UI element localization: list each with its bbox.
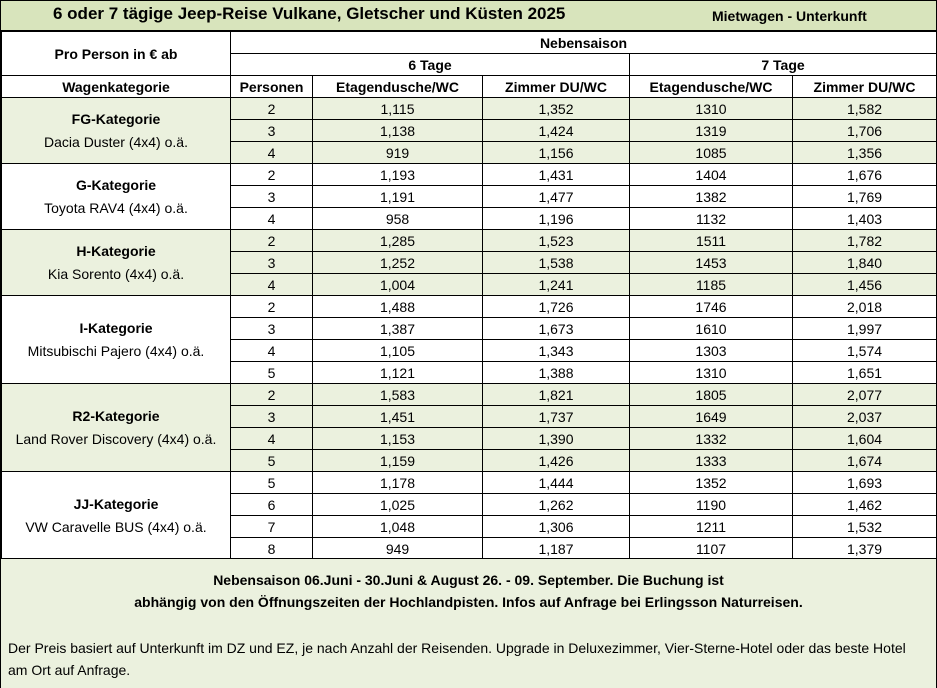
persons-cell: 4 xyxy=(231,340,313,362)
price-6-etage-cell: 1,138 xyxy=(313,120,483,142)
column-header-6-etagendusche: Etagendusche/WC xyxy=(313,76,483,98)
price-7-etage-cell: 1310 xyxy=(630,98,793,120)
price-6-zimmer-cell: 1,306 xyxy=(483,516,630,538)
persons-cell: 2 xyxy=(231,164,313,186)
table-row xyxy=(2,472,937,494)
price-6-zimmer-cell: 1,343 xyxy=(483,340,630,362)
price-6-etage-cell: 949 xyxy=(313,538,483,560)
price-7-zimmer-cell: 1,706 xyxy=(793,120,937,142)
title-bar xyxy=(1,1,936,31)
persons-cell: 5 xyxy=(231,450,313,472)
price-6-zimmer-cell: 1,444 xyxy=(483,472,630,494)
price-7-zimmer-cell: 1,403 xyxy=(793,208,937,230)
price-7-zimmer-cell: 2,018 xyxy=(793,296,937,318)
price-6-zimmer-cell: 1,431 xyxy=(483,164,630,186)
price-info-note: Der Preis basiert auf Unterkunft im DZ und EZ, je nach Anzahl der Reisenden. Upgrade in Deluxezimmer, Vier-Sterne-Hotel oder das beste Hotel am Ort auf Anfrage. xyxy=(8,640,906,678)
price-6-zimmer-cell: 1,156 xyxy=(483,142,630,164)
table-row xyxy=(2,296,937,318)
table-row xyxy=(2,164,937,186)
price-7-etage-cell: 1404 xyxy=(630,164,793,186)
category-model: Kia Sorento (4x4) o.ä. xyxy=(47,265,185,282)
price-7-zimmer-cell: 1,651 xyxy=(793,362,937,384)
category-name: JJ-Kategorie xyxy=(73,495,159,512)
price-6-etage-cell: 1,285 xyxy=(313,230,483,252)
price-7-zimmer-cell: 1,379 xyxy=(793,538,937,560)
price-6-etage-cell: 1,025 xyxy=(313,494,483,516)
price-7-etage-cell: 1649 xyxy=(630,406,793,428)
category-name: I-Kategorie xyxy=(79,319,153,336)
price-6-etage-cell: 1,191 xyxy=(313,186,483,208)
price-6-etage-cell: 1,252 xyxy=(313,252,483,274)
price-7-etage-cell: 1746 xyxy=(630,296,793,318)
price-7-etage-cell: 1453 xyxy=(630,252,793,274)
price-6-zimmer-cell: 1,187 xyxy=(483,538,630,560)
price-7-etage-cell: 1610 xyxy=(630,318,793,340)
season-header: Nebensaison xyxy=(231,32,937,54)
sheet-title: 6 oder 7 tägige Jeep-Reise Vulkane, Gletscher und Küsten 2025 xyxy=(53,4,566,23)
price-7-zimmer-cell: 1,693 xyxy=(793,472,937,494)
price-6-etage-cell: 1,159 xyxy=(313,450,483,472)
table-row xyxy=(2,98,937,120)
season-note xyxy=(1,569,936,613)
price-7-etage-cell: 1805 xyxy=(630,384,793,406)
price-6-etage-cell: 1,048 xyxy=(313,516,483,538)
price-7-etage-cell: 1319 xyxy=(630,120,793,142)
price-7-etage-cell: 1332 xyxy=(630,428,793,450)
price-6-zimmer-cell: 1,426 xyxy=(483,450,630,472)
price-7-zimmer-cell: 1,462 xyxy=(793,494,937,516)
price-7-etage-cell: 1352 xyxy=(630,472,793,494)
price-7-zimmer-cell: 1,782 xyxy=(793,230,937,252)
column-header-6-zimmer: Zimmer DU/WC xyxy=(483,76,630,98)
price-7-zimmer-cell: 1,356 xyxy=(793,142,937,164)
persons-cell: 4 xyxy=(231,274,313,296)
notes-section xyxy=(1,558,936,688)
price-7-etage-cell: 1085 xyxy=(630,142,793,164)
persons-cell: 4 xyxy=(231,142,313,164)
price-6-etage-cell: 1,105 xyxy=(313,340,483,362)
category-model: Mitsubischi Pajero (4x4) o.ä. xyxy=(27,342,205,359)
category-name: H-Kategorie xyxy=(76,242,156,259)
price-6-zimmer-cell: 1,726 xyxy=(483,296,630,318)
price-6-zimmer-cell: 1,388 xyxy=(483,362,630,384)
category-cell xyxy=(2,384,231,472)
price-7-etage-cell: 1132 xyxy=(630,208,793,230)
price-6-zimmer-cell: 1,352 xyxy=(483,98,630,120)
persons-cell: 3 xyxy=(231,186,313,208)
category-name: FG-Kategorie xyxy=(71,110,161,127)
price-7-zimmer-cell: 1,840 xyxy=(793,252,937,274)
price-6-etage-cell: 1,121 xyxy=(313,362,483,384)
persons-cell: 6 xyxy=(231,494,313,516)
price-6-etage-cell: 1,178 xyxy=(313,472,483,494)
price-7-etage-cell: 1511 xyxy=(630,230,793,252)
persons-cell: 5 xyxy=(231,362,313,384)
price-6-etage-cell: 1,004 xyxy=(313,274,483,296)
price-7-etage-cell: 1382 xyxy=(630,186,793,208)
persons-cell: 2 xyxy=(231,296,313,318)
price-6-zimmer-cell: 1,821 xyxy=(483,384,630,406)
category-model: VW Caravelle BUS (4x4) o.ä. xyxy=(25,518,207,535)
price-7-etage-cell: 1211 xyxy=(630,516,793,538)
category-name: R2-Kategorie xyxy=(72,407,160,424)
price-7-zimmer-cell: 1,676 xyxy=(793,164,937,186)
table-row xyxy=(2,230,937,252)
season-note-line-1: Nebensaison 06.Juni - 30.Juni & August 26. - 09. September. Die Buchung ist xyxy=(213,572,724,588)
category-cell xyxy=(2,230,231,296)
price-7-zimmer-cell: 1,997 xyxy=(793,318,937,340)
sheet-subtitle: Mietwagen - Unterkunft xyxy=(712,8,867,24)
column-header-category: Wagenkategorie xyxy=(2,76,231,98)
price-7-etage-cell: 1107 xyxy=(630,538,793,560)
price-6-zimmer-cell: 1,538 xyxy=(483,252,630,274)
price-6-zimmer-cell: 1,523 xyxy=(483,230,630,252)
price-7-etage-cell: 1310 xyxy=(630,362,793,384)
persons-cell: 2 xyxy=(231,98,313,120)
price-7-zimmer-cell: 1,574 xyxy=(793,340,937,362)
price-7-zimmer-cell: 1,604 xyxy=(793,428,937,450)
price-table xyxy=(1,31,937,560)
column-header-persons: Personen xyxy=(231,76,313,98)
price-6-etage-cell: 1,387 xyxy=(313,318,483,340)
price-7-zimmer-cell: 1,456 xyxy=(793,274,937,296)
price-6-etage-cell: 1,153 xyxy=(313,428,483,450)
column-header-7-zimmer: Zimmer DU/WC xyxy=(793,76,937,98)
price-6-zimmer-cell: 1,196 xyxy=(483,208,630,230)
price-6-etage-cell: 1,583 xyxy=(313,384,483,406)
seven-days-header: 7 Tage xyxy=(630,54,937,76)
price-6-etage-cell: 1,115 xyxy=(313,98,483,120)
persons-cell: 4 xyxy=(231,208,313,230)
persons-cell: 5 xyxy=(231,472,313,494)
persons-cell: 3 xyxy=(231,120,313,142)
category-model: Land Rover Discovery (4x4) o.ä. xyxy=(15,430,217,447)
category-cell xyxy=(2,296,231,384)
price-7-zimmer-cell: 1,769 xyxy=(793,186,937,208)
column-header-7-etagendusche: Etagendusche/WC xyxy=(630,76,793,98)
price-6-zimmer-cell: 1,477 xyxy=(483,186,630,208)
category-cell xyxy=(2,164,231,230)
price-7-zimmer-cell: 2,077 xyxy=(793,384,937,406)
price-6-etage-cell: 919 xyxy=(313,142,483,164)
price-7-zimmer-cell: 2,037 xyxy=(793,406,937,428)
season-note-line-2: abhängig von den Öffnungszeiten der Hochlandpisten. Infos auf Anfrage bei Erlingsson Naturreisen. xyxy=(134,594,803,610)
price-6-etage-cell: 1,193 xyxy=(313,164,483,186)
price-table-body xyxy=(2,98,937,560)
persons-cell: 2 xyxy=(231,230,313,252)
persons-cell: 2 xyxy=(231,384,313,406)
category-cell xyxy=(2,98,231,164)
persons-cell: 7 xyxy=(231,516,313,538)
price-6-etage-cell: 1,488 xyxy=(313,296,483,318)
six-days-header: 6 Tage xyxy=(231,54,630,76)
price-6-zimmer-cell: 1,424 xyxy=(483,120,630,142)
category-model: Toyota RAV4 (4x4) o.ä. xyxy=(44,199,188,216)
persons-cell: 3 xyxy=(231,318,313,340)
price-6-zimmer-cell: 1,673 xyxy=(483,318,630,340)
persons-cell: 3 xyxy=(231,406,313,428)
category-model: Dacia Duster (4x4) o.ä. xyxy=(44,133,188,150)
persons-cell: 3 xyxy=(231,252,313,274)
price-7-etage-cell: 1185 xyxy=(630,274,793,296)
price-7-zimmer-cell: 1,582 xyxy=(793,98,937,120)
table-row xyxy=(2,384,937,406)
price-6-etage-cell: 958 xyxy=(313,208,483,230)
price-7-zimmer-cell: 1,674 xyxy=(793,450,937,472)
price-6-zimmer-cell: 1,737 xyxy=(483,406,630,428)
persons-cell: 8 xyxy=(231,538,313,560)
price-per-person-label: Pro Person in € ab xyxy=(2,32,231,76)
price-7-etage-cell: 1190 xyxy=(630,494,793,516)
price-6-zimmer-cell: 1,390 xyxy=(483,428,630,450)
price-7-etage-cell: 1303 xyxy=(630,340,793,362)
category-name: G-Kategorie xyxy=(75,176,157,193)
price-7-etage-cell: 1333 xyxy=(630,450,793,472)
persons-cell: 4 xyxy=(231,428,313,450)
category-cell xyxy=(2,472,231,560)
price-6-zimmer-cell: 1,262 xyxy=(483,494,630,516)
price-7-zimmer-cell: 1,532 xyxy=(793,516,937,538)
price-6-etage-cell: 1,451 xyxy=(313,406,483,428)
price-6-zimmer-cell: 1,241 xyxy=(483,274,630,296)
